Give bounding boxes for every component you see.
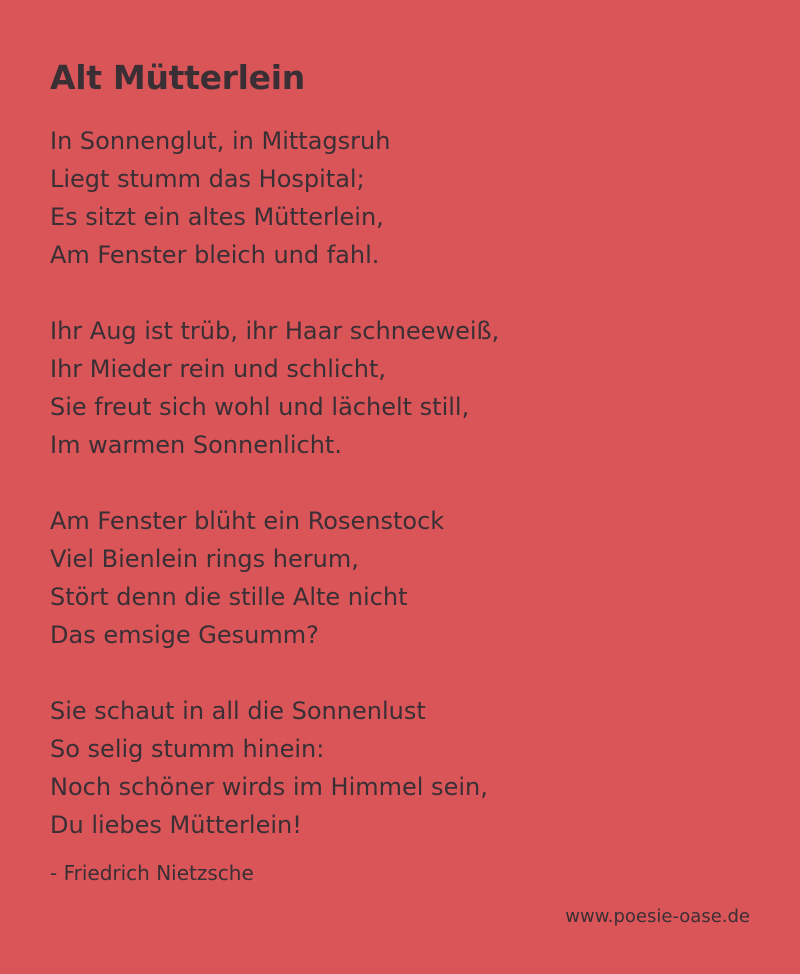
site-link[interactable]: www.poesie-oase.de <box>565 906 750 927</box>
poem-line: Liegt stumm das Hospital; <box>50 165 365 193</box>
poem-line: Noch schöner wird￼s im Himmel sein, <box>50 773 488 801</box>
poem-line: Sie schaut in all￼ die Sonnenlust <box>50 697 426 725</box>
poem-title: Alt Mütterlein <box>50 58 305 97</box>
poem-line: Das emsige Gesumm? <box>50 621 319 649</box>
poem-line: Es sitzt ein altes Mütterlein, <box>50 203 384 231</box>
poem-line: Ihr Aug￼ ist trüb, ihr Haar schneeweiß, <box>50 317 500 345</box>
poem-line: Sie freut sich wohl und lächelt still, <box>50 393 470 421</box>
poem-author: - Friedrich Nietzsche <box>50 861 254 885</box>
poem-line: Am Fenster blüht ein Rosenstock <box>50 507 445 535</box>
poem-line: Im warmen Sonnenlicht. <box>50 431 342 459</box>
poem-card <box>50 56 750 888</box>
poem-line: Stört denn die stille Alte nicht <box>50 583 408 611</box>
stanza-3 <box>50 502 750 654</box>
poem-line: Viel Bienlein rings herum, <box>50 545 359 573</box>
poem-line: Ihr Mieder rein und schlicht, <box>50 355 387 383</box>
stanza-1 <box>50 122 750 274</box>
stanza-4 <box>50 692 750 844</box>
poem-line: In Sonnenglut, in Mittagsruh <box>50 127 391 155</box>
poem-line: So selig stumm hinein: <box>50 735 325 763</box>
poem-line: Am Fenster bleich und fahl. <box>50 241 380 269</box>
stanza-2 <box>50 312 750 464</box>
poem-line: Du liebes Mütterlein! <box>50 811 302 839</box>
